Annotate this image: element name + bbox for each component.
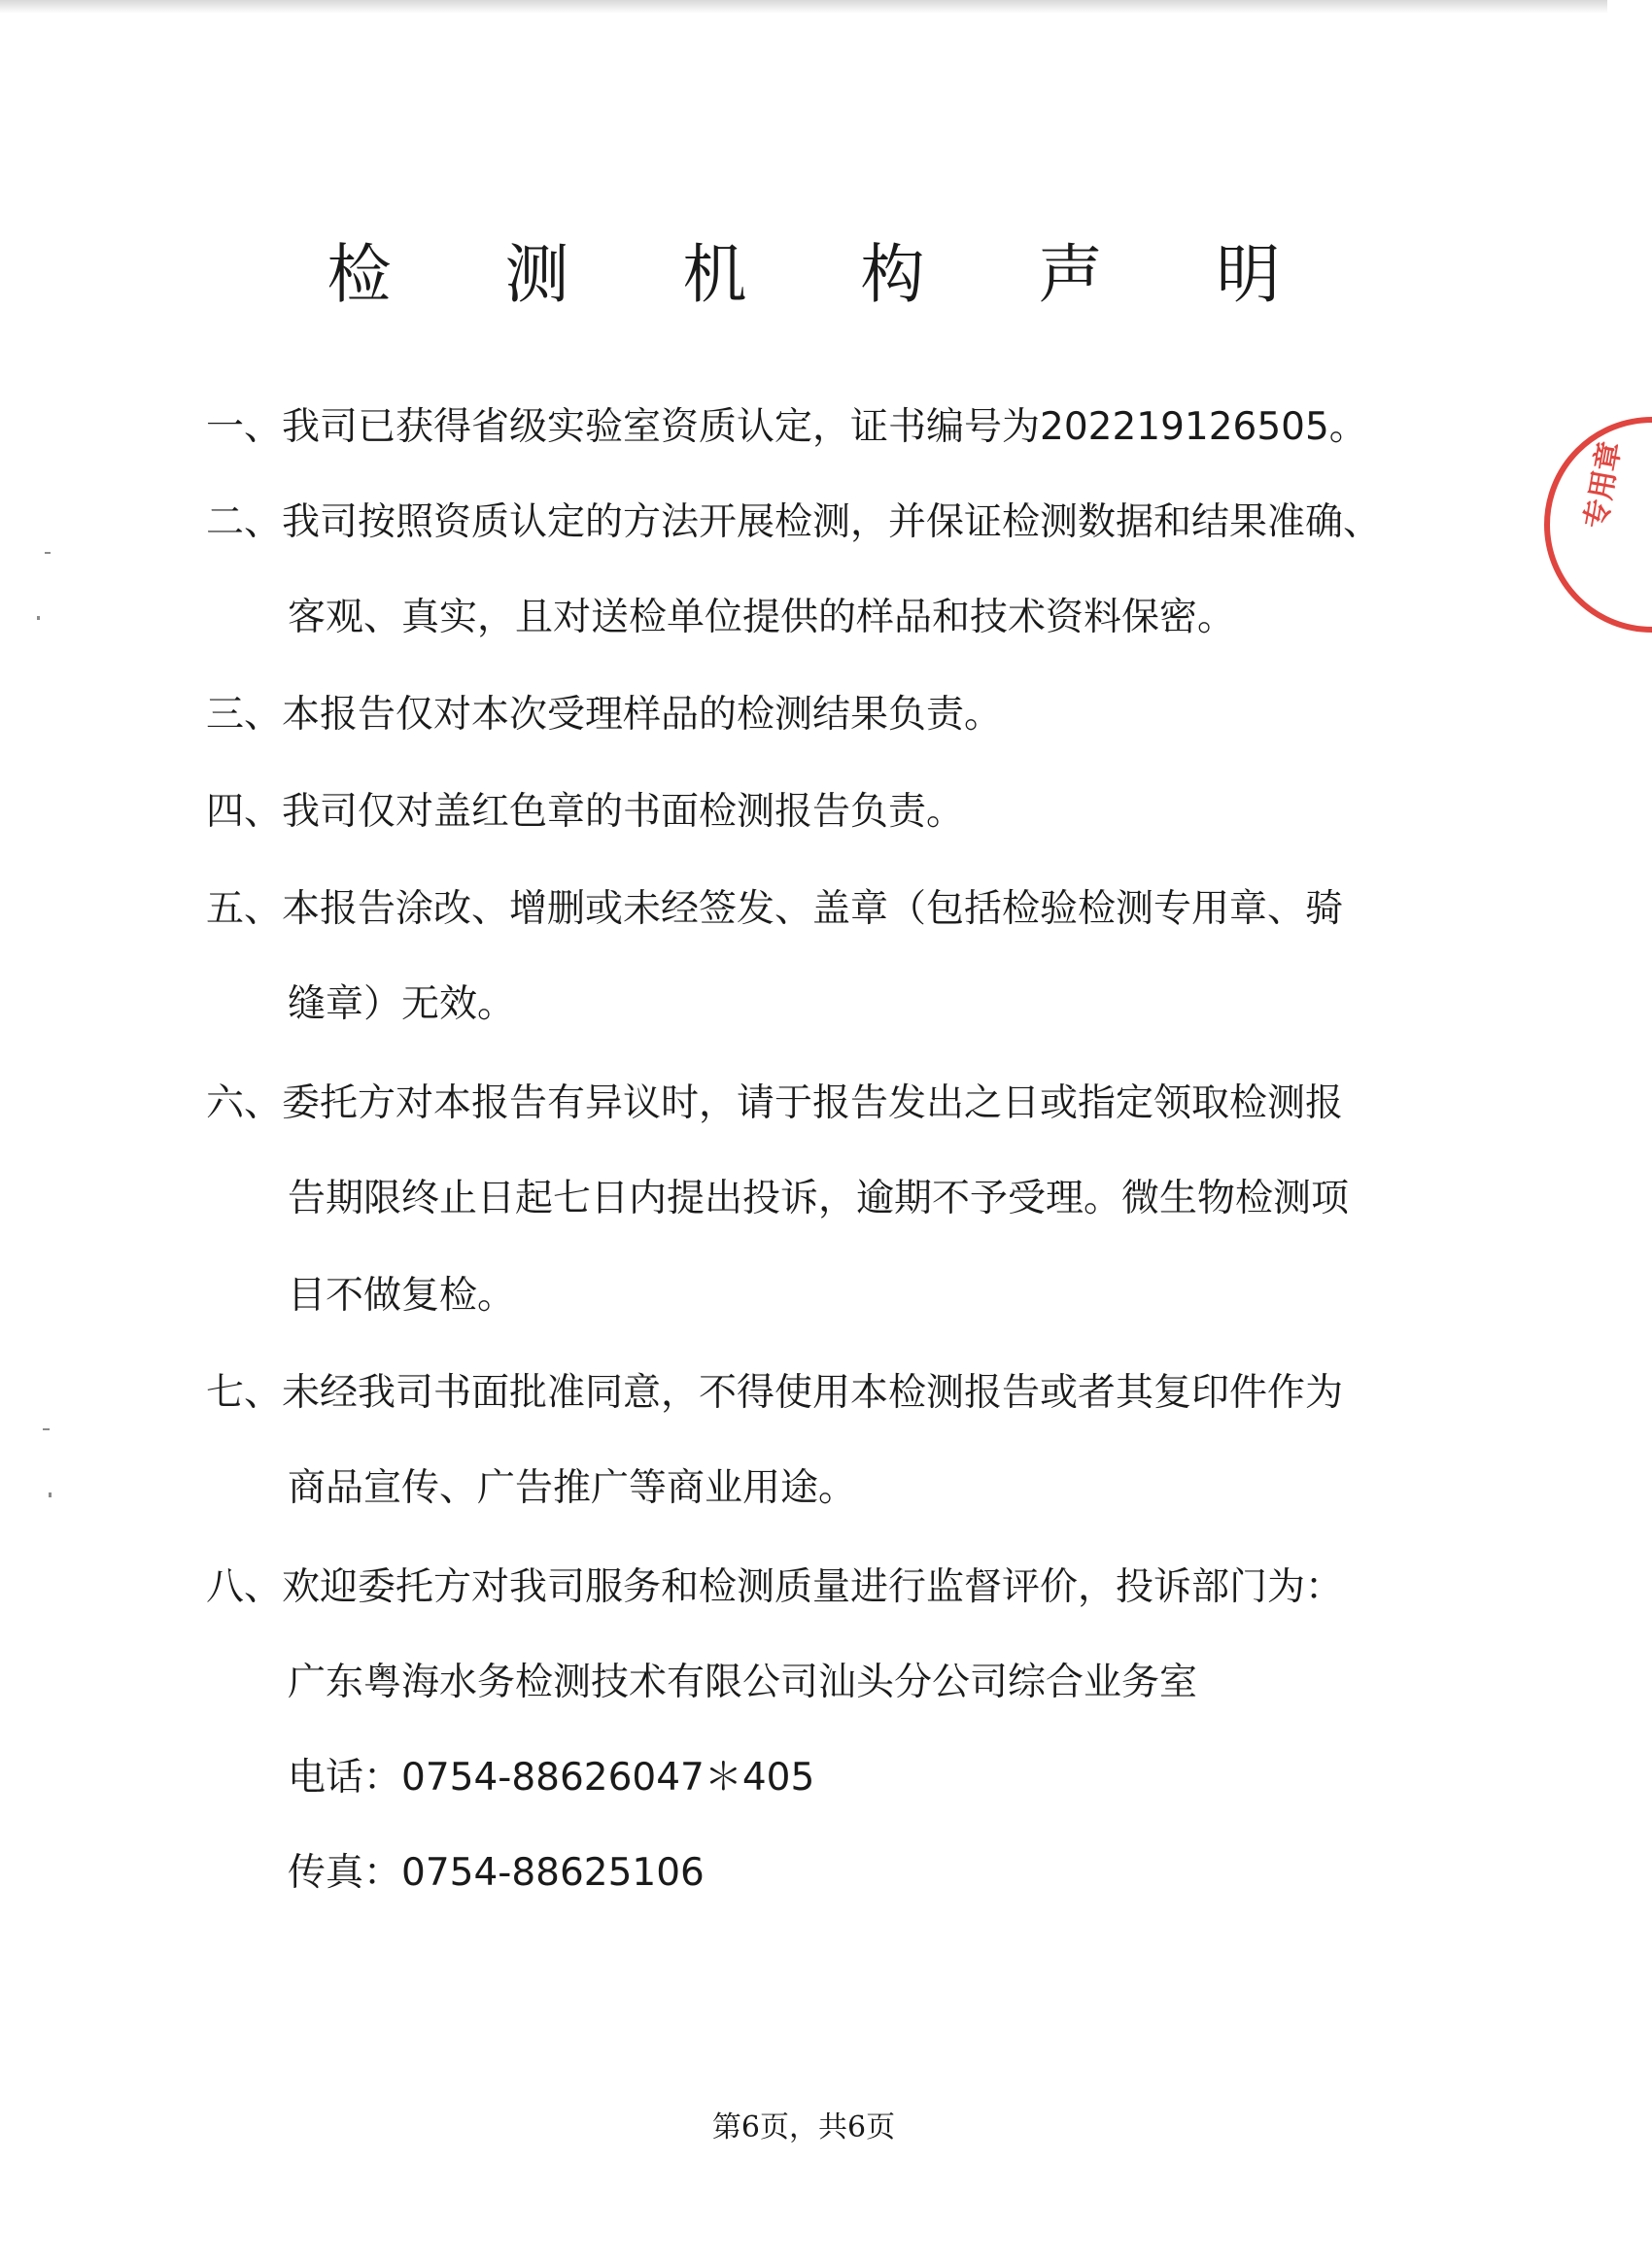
statement-item-6-line-3: 目不做复检。 bbox=[288, 1274, 516, 1318]
scan-speck bbox=[49, 1492, 52, 1497]
page-title: 检 测 机 构 声 明 bbox=[327, 237, 1327, 312]
statement-item-2-line-1: 二、我司按照资质认定的方法开展检测，并保证检测数据和结果准确、 bbox=[206, 500, 1382, 544]
red-seal-stamp bbox=[1516, 408, 1652, 641]
statement-item-8-phone: 电话：0754-88626047＊405 bbox=[288, 1756, 815, 1800]
scan-top-shadow bbox=[0, 0, 1607, 14]
statement-item-2-line-2: 客观、真实，且对送检单位提供的样品和技术资料保密。 bbox=[288, 596, 1236, 639]
statement-item-7-line-2: 商品宣传、广告推广等商业用途。 bbox=[288, 1466, 857, 1510]
statement-item-1-line-1: 一、我司已获得省级实验室资质认定，证书编号为202219126505。 bbox=[206, 405, 1367, 449]
statement-item-7-line-1: 七、未经我司书面批准同意，不得使用本检测报告或者其复印件作为 bbox=[206, 1371, 1344, 1415]
statement-item-3-line-1: 三、本报告仅对本次受理样品的检测结果负责。 bbox=[206, 693, 1003, 737]
page-number: 第6页，共6页 bbox=[711, 2110, 896, 2144]
statement-item-8-fax: 传真：0754-88625106 bbox=[288, 1851, 705, 1895]
scan-speck bbox=[45, 552, 51, 554]
statement-item-5-line-2: 缝章）无效。 bbox=[288, 982, 516, 1026]
statement-item-5-line-1: 五、本报告涂改、增删或未经签发、盖章（包括检验检测专用章、骑 bbox=[206, 887, 1344, 931]
statement-item-8-department: 广东粤海水务检测技术有限公司汕头分公司综合业务室 bbox=[288, 1661, 1198, 1704]
statement-item-6-line-2: 告期限终止日起七日内提出投诉，逾期不予受理。微生物检测项 bbox=[288, 1177, 1350, 1220]
statement-item-8-line-1: 八、欢迎委托方对我司服务和检测质量进行监督评价，投诉部门为： bbox=[206, 1565, 1344, 1609]
scan-speck bbox=[43, 1428, 50, 1430]
statement-item-4-line-1: 四、我司仅对盖红色章的书面检测报告负责。 bbox=[206, 790, 965, 834]
statement-item-6-line-1: 六、委托方对本报告有异议时，请于报告发出之日或指定领取检测报 bbox=[206, 1081, 1344, 1125]
svg-text:专用章: 专用章 bbox=[1578, 438, 1629, 532]
scan-speck bbox=[37, 616, 40, 620]
